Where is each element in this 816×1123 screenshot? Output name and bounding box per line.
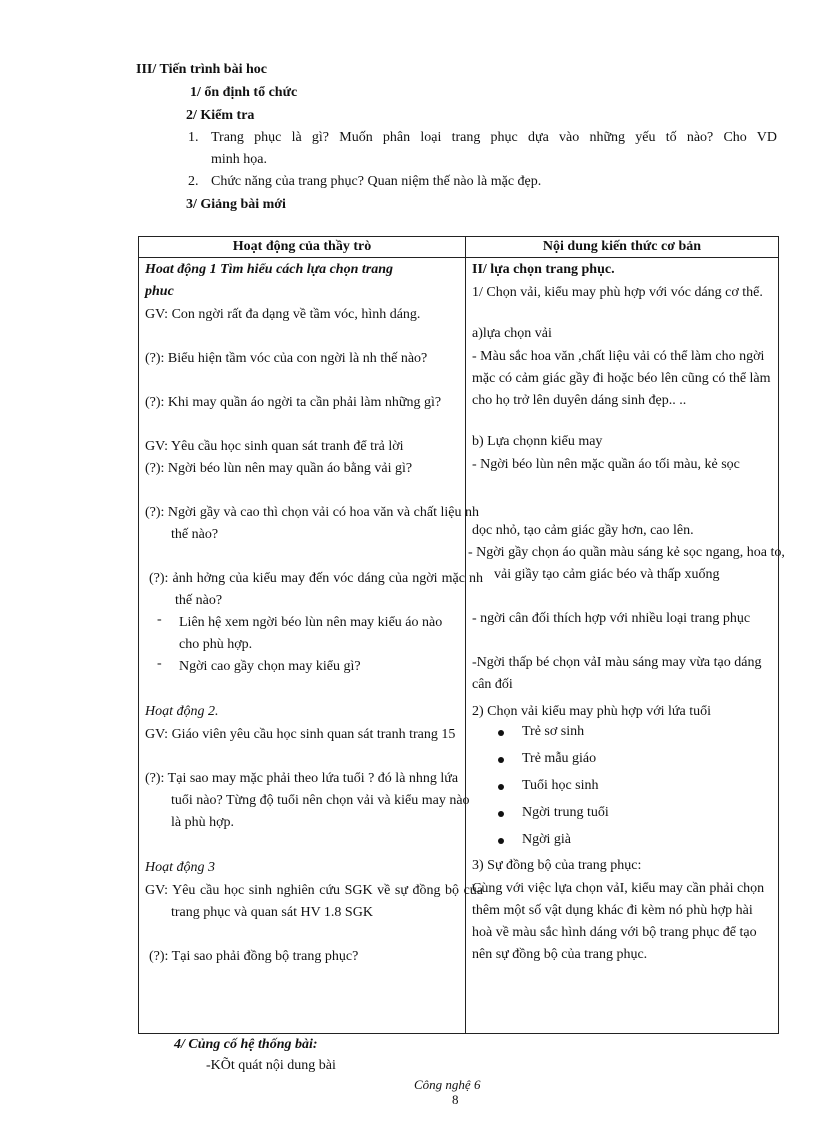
step-4-text: -KÕt quát nội dung bài: [206, 1058, 336, 1073]
step-2-heading: 2/ Kiểm tra: [186, 108, 255, 123]
gv-statement-4: GV: Yêu cầu học sinh nghiên cứu SGK về sự đồng bộ của trang phục và quan sát HV 1.8 SGK: [145, 883, 483, 920]
content-item-3: 3) Sự đồng bộ của trang phục:: [472, 858, 642, 873]
content-item-3-text: Cùng với việc lựa chọn vảI, kiểu may cần phải chọn thêm một số vật dụng khác đi kèm nó phù hợp hài hoà về màu sắc hình dáng với bộ trang phục để tạo nên sự đồng bộ của trang phục.: [472, 881, 765, 962]
activity-1-title-cont: phuc: [145, 284, 174, 299]
bullet-1: [498, 730, 504, 736]
dash-item-2: Ngời cao gầy chọn may kiểu gì?: [179, 659, 361, 674]
gv-statement-2: GV: Yêu cầu học sinh quan sát tranh để trả lời: [145, 439, 404, 454]
question-1-line-1: Trang phục là gì? Muốn phân loại trang phục dựa vào những yếu tố nào? Cho VD: [211, 130, 777, 145]
age-item-4: Ngời trung tuổi: [522, 805, 609, 820]
bullet-4: [498, 811, 504, 817]
content-a-text: - Màu sắc hoa văn ,chất liệu vải có thể làm cho ngời mặc có cảm giác gầy đi hoặc béo lên cũng có thể làm cho họ trở lên duyên dáng sinh đẹp.. ..: [472, 349, 771, 408]
content-a-label: a)lựa chọn vải: [472, 326, 552, 341]
content-section-title: II/ lựa chọn trang phục.: [472, 262, 615, 277]
question-tall-thin: (?): Ngời gầy và cao thì chọn vải có hoa văn và chất liệu nh thế nào?: [145, 505, 479, 542]
activity-3-title: Hoạt động 3: [145, 860, 215, 875]
age-item-3: Tuổi học sinh: [522, 778, 599, 793]
gv-statement-3: GV: Giáo viên yêu cầu học sinh quan sát tranh trang 15: [145, 727, 456, 742]
col-content-header: Nội dung kiến thức cơ bản: [466, 237, 779, 258]
activity-2-title: Hoạt động 2.: [145, 704, 219, 719]
content-b-text-3: - Ngời gầy chọn áo quần màu sáng kẻ sọc ngang, hoa to, vải giầy tạo cảm giác béo và thấp xuống: [468, 545, 785, 582]
activity-1-title: Hoat động 1 Tìm hiểu cách lựa chọn trang: [145, 262, 393, 277]
dash-item-1: Liên hệ xem ngời béo lùn nên may kiểu áo nào cho phù hợp.: [179, 615, 443, 652]
question-coordination: (?): Tại sao phải đồng bộ trang phục?: [149, 949, 359, 964]
page-number: 8: [452, 1092, 459, 1107]
step-1-heading: 1/ ổn định tổ chức: [190, 85, 298, 100]
bullet-3: [498, 784, 504, 790]
age-item-1: Trẻ sơ sinh: [522, 724, 585, 739]
gv-statement-1: GV: Con ngời rất đa dạng về tầm vóc, hình dáng.: [145, 307, 421, 322]
question-2: Chức năng của trang phục? Quan niệm thế nào là mặc đẹp.: [211, 174, 542, 189]
content-item-1: 1/ Chọn vải, kiểu may phù hợp với vóc dáng cơ thể.: [472, 285, 763, 300]
step-4-heading: 4/ Củng cố hệ thống bài:: [174, 1037, 318, 1052]
content-item-2: 2) Chọn vải kiểu may phù hợp với lứa tuổi: [472, 704, 711, 719]
age-item-5: Ngời già: [522, 832, 572, 847]
bullet-5: [498, 838, 504, 844]
col-activity-header: Hoạt động của thầy trò: [139, 237, 466, 258]
question-2-number: 2.: [188, 174, 199, 189]
dash-marker-2: -: [157, 656, 162, 671]
bullet-2: [498, 757, 504, 763]
question-1-line-2: minh họa.: [211, 152, 267, 167]
section-heading: III/ Tiến trình bài hoc: [136, 62, 267, 77]
question-age: (?): Tại sao may mặc phải theo lứa tuổi ? đó là nhng lứa tuổi nào? Từng độ tuổi nên chọn vải và kiểu may nào là phù hợp.: [145, 771, 470, 830]
lesson-table: [138, 236, 785, 1034]
question-short-stout: (?): Ngời béo lùn nên may quần áo bằng vải gì?: [145, 461, 413, 476]
step-3-heading: 3/ Giảng bài mới: [186, 197, 286, 212]
content-b-label: b) Lựa chọnn kiểu may: [472, 434, 603, 449]
content-b-text-4: - ngời cân đối thích hợp với nhiều loại trang phục: [472, 611, 751, 626]
content-b-text-5: -Ngời thấp bé chọn vảI màu sáng may vừa tạo dáng cân đối: [472, 655, 762, 692]
question-build: (?): Biểu hiện tầm vóc của con ngời là nh thế nào?: [145, 351, 428, 366]
question-tailoring: (?): Khi may quần áo ngời ta cần phải làm những gì?: [145, 395, 442, 410]
activities-column: [139, 258, 483, 1034]
course-name: Công nghệ 6: [414, 1077, 481, 1092]
question-1-number: 1.: [188, 130, 199, 145]
content-b-text-2: dọc nhỏ, tạo cảm giác gầy hơn, cao lên.: [472, 523, 694, 538]
content-b-text-1: - Ngời béo lùn nên mặc quần áo tối màu, kẻ sọc: [472, 457, 740, 472]
content-column: [466, 258, 785, 1034]
age-item-2: Trẻ mẫu giáo: [522, 751, 597, 766]
dash-marker-1: -: [157, 612, 162, 627]
question-style-effect: (?): ảnh hởng của kiểu may đến vóc dáng của ngời mặc nh thế nào?: [149, 571, 483, 608]
